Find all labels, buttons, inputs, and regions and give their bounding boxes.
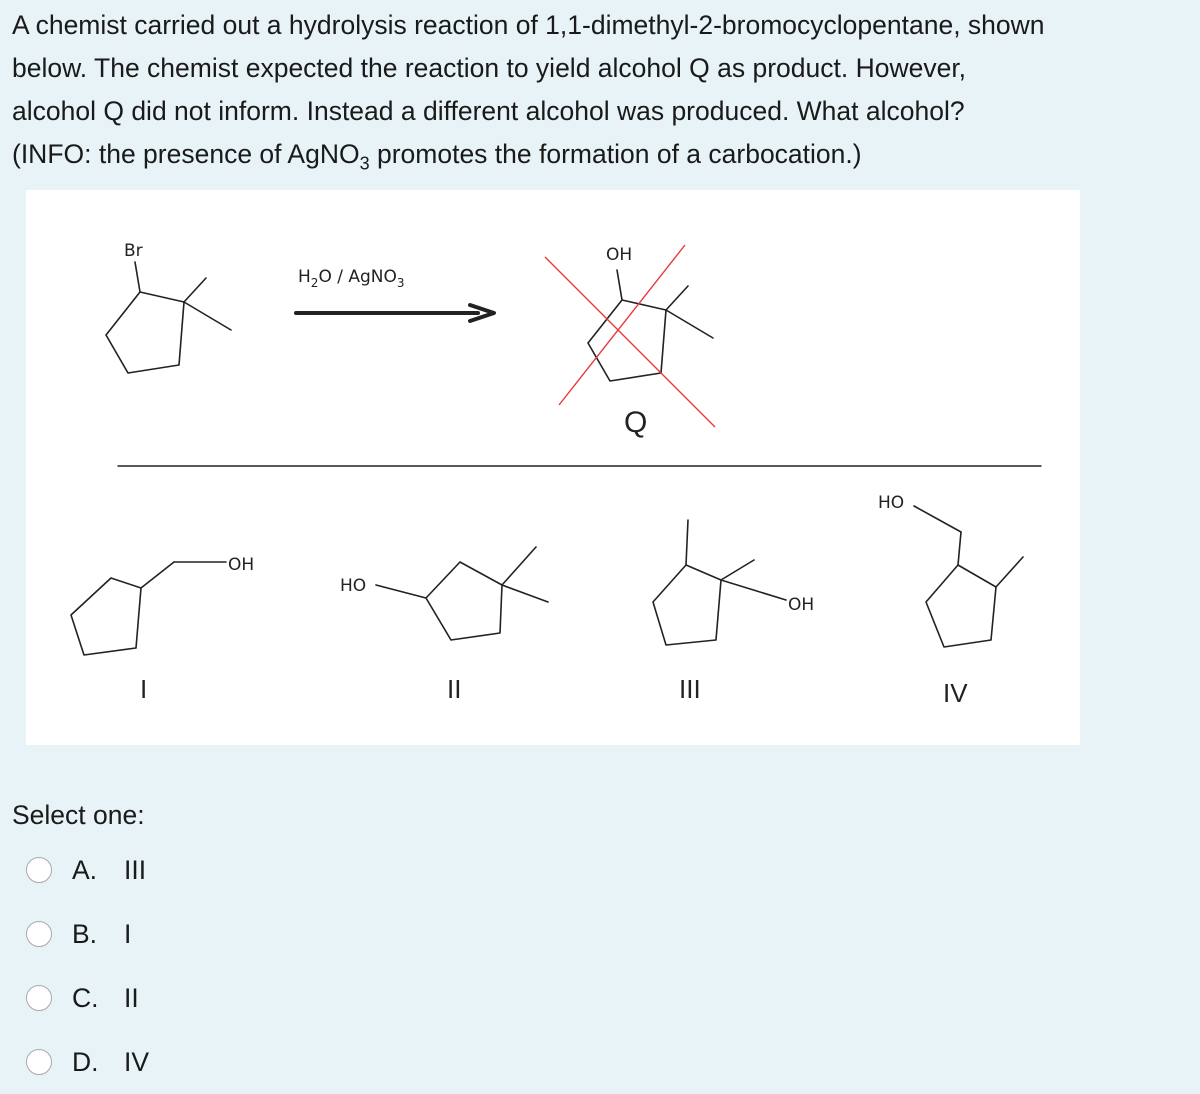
question-text bbox=[12, 4, 1192, 185]
structure-iv-numeral: IV bbox=[943, 678, 968, 708]
reaction-figure bbox=[26, 190, 1080, 745]
reaction-diagram bbox=[26, 190, 1080, 745]
option-a-letter: A. bbox=[72, 854, 98, 885]
structure-i-numeral: I bbox=[140, 674, 148, 704]
product-q-structure bbox=[588, 270, 713, 381]
info-pre: (INFO: the presence of AgNO bbox=[12, 139, 360, 169]
option-b-text: I bbox=[124, 918, 132, 949]
question-line-4 bbox=[12, 133, 1192, 185]
option-c-text: II bbox=[124, 982, 139, 1013]
radio-button-b[interactable] bbox=[26, 921, 52, 947]
info-post: promotes the formation of a carbocation.) bbox=[369, 139, 862, 169]
radio-button-a[interactable] bbox=[26, 857, 52, 883]
structure-iii-oh-label: OH bbox=[788, 595, 815, 615]
structure-ii-ho-label: HO bbox=[340, 576, 367, 596]
option-d-text: IV bbox=[124, 1046, 150, 1077]
option-d[interactable] bbox=[26, 1030, 149, 1094]
option-a[interactable] bbox=[26, 838, 149, 902]
structure-i bbox=[71, 562, 226, 655]
option-b-letter: B. bbox=[72, 918, 98, 949]
radio-button-d[interactable] bbox=[26, 1049, 52, 1075]
option-a-text: III bbox=[124, 854, 147, 885]
reactant-structure bbox=[106, 262, 231, 373]
structure-i-oh-label: OH bbox=[228, 555, 255, 575]
question-line-2: below. The chemist expected the reaction to yield alcohol Q as product. However, bbox=[12, 53, 967, 83]
structure-iv-ho-label: HO bbox=[878, 493, 905, 513]
bromine-label: Br bbox=[124, 241, 143, 261]
info-subscript: 3 bbox=[359, 153, 370, 174]
product-oh-label: OH bbox=[606, 245, 633, 265]
option-c-letter: C. bbox=[72, 982, 99, 1013]
select-one-label: Select one: bbox=[12, 800, 145, 830]
question-line-3: alcohol Q did not inform. Instead a different alcohol was produced. What alcohol? bbox=[12, 96, 965, 126]
option-c[interactable] bbox=[26, 966, 149, 1030]
reaction-arrow bbox=[296, 305, 494, 321]
cross-out-mark bbox=[545, 245, 715, 427]
structure-ii-numeral: II bbox=[447, 674, 462, 704]
structure-iii bbox=[653, 520, 786, 645]
reagent-label: $H_2O$ / AgNO$_3$ bbox=[298, 267, 405, 290]
question-line-1: A chemist carried out a hydrolysis reaction of 1,1-dimethyl-2-bromocyclopentane, shown bbox=[12, 10, 1045, 40]
option-b[interactable] bbox=[26, 902, 149, 966]
option-d-letter: D. bbox=[72, 1046, 99, 1077]
radio-button-c[interactable] bbox=[26, 985, 52, 1011]
structure-iii-numeral: III bbox=[679, 674, 701, 704]
structure-ii bbox=[376, 547, 548, 640]
structure-iv bbox=[914, 506, 1023, 647]
product-q-label: Q bbox=[624, 406, 648, 439]
answer-options bbox=[26, 838, 149, 1094]
